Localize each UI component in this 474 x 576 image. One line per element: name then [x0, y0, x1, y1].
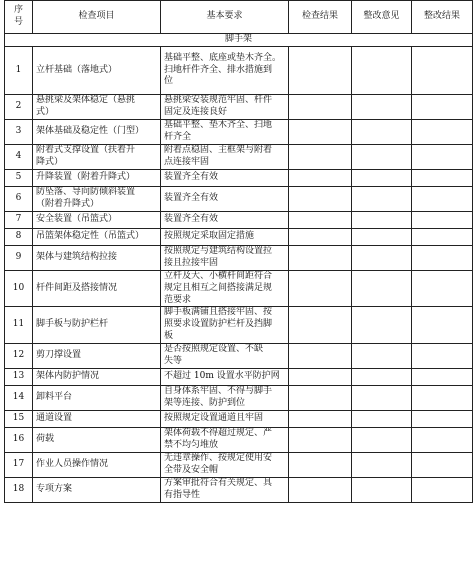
rectification-result-cell	[412, 385, 473, 410]
table-row	[5, 95, 473, 120]
check-result-cell	[289, 95, 352, 120]
rectification-opinion-cell	[352, 187, 412, 212]
rectification-result-cell	[412, 95, 473, 120]
rectification-result-cell	[412, 368, 473, 385]
basic-requirement: 自身体系牢固、不得与脚手 架等连接、防护到位	[161, 385, 289, 410]
basic-requirement: 按照规定采取固定措施	[161, 229, 289, 246]
table-row	[5, 170, 473, 187]
row-number: 16	[5, 427, 33, 452]
table-row	[5, 246, 473, 271]
check-result-cell	[289, 307, 352, 343]
rectification-result-cell	[412, 410, 473, 427]
inspection-table	[4, 0, 473, 503]
check-item: 安全装置（吊篮式）	[33, 212, 161, 229]
rectification-result-cell	[412, 271, 473, 307]
rectification-result-cell	[412, 212, 473, 229]
rectification-opinion-cell	[352, 477, 412, 502]
check-result-cell	[289, 246, 352, 271]
check-item: 卸料平台	[33, 385, 161, 410]
row-number: 14	[5, 385, 33, 410]
check-result-cell	[289, 385, 352, 410]
rectification-opinion-cell	[352, 307, 412, 343]
check-result-cell	[289, 368, 352, 385]
check-item: 悬挑梁及架体稳定（悬挑 式）	[33, 95, 161, 120]
rectification-opinion-cell	[352, 145, 412, 170]
basic-requirement: 基础平整、底座或垫木齐全。 扫地杆件齐全、排水措施到 位	[161, 47, 289, 95]
rectification-result-cell	[412, 307, 473, 343]
table-row	[5, 229, 473, 246]
check-item: 升降装置（附着升降式）	[33, 170, 161, 187]
row-number: 8	[5, 229, 33, 246]
row-number: 18	[5, 477, 33, 502]
section-title: 脚手架	[5, 34, 473, 47]
rectification-opinion-cell	[352, 427, 412, 452]
rectification-opinion-cell	[352, 47, 412, 95]
rectification-opinion-cell	[352, 246, 412, 271]
basic-requirement: 按照规定与建筑结构设置拉 接且拉接牢固	[161, 246, 289, 271]
basic-requirement: 装置齐全有效	[161, 187, 289, 212]
check-result-cell	[289, 145, 352, 170]
check-item: 吊篮架体稳定性（吊篮式）	[33, 229, 161, 246]
row-number: 5	[5, 170, 33, 187]
header-outcome: 整改结果	[412, 1, 473, 34]
check-result-cell	[289, 452, 352, 477]
check-item: 架体基础及稳定性（门型）	[33, 120, 161, 145]
table-row	[5, 477, 473, 502]
rectification-opinion-cell	[352, 229, 412, 246]
row-number: 3	[5, 120, 33, 145]
rectification-result-cell	[412, 452, 473, 477]
header-requirement: 基本要求	[161, 1, 289, 34]
rectification-result-cell	[412, 187, 473, 212]
header-row	[5, 1, 473, 34]
check-result-cell	[289, 120, 352, 145]
row-number: 1	[5, 47, 33, 95]
table-row	[5, 271, 473, 307]
basic-requirement: 是否按照规定设置、不缺 失等	[161, 343, 289, 368]
basic-requirement: 立杆及大、小横杆间距符合 规定且相互之间搭接满足规 范要求	[161, 271, 289, 307]
basic-requirement: 装置齐全有效	[161, 170, 289, 187]
row-number: 11	[5, 307, 33, 343]
check-result-cell	[289, 427, 352, 452]
check-item: 立杆基础（落地式）	[33, 47, 161, 95]
rectification-opinion-cell	[352, 170, 412, 187]
check-item: 通道设置	[33, 410, 161, 427]
table-row	[5, 410, 473, 427]
rectification-result-cell	[412, 246, 473, 271]
basic-requirement: 附着点稳固、主框架与附着 点连接牢固	[161, 145, 289, 170]
row-number: 12	[5, 343, 33, 368]
check-result-cell	[289, 477, 352, 502]
rectification-opinion-cell	[352, 368, 412, 385]
check-item: 剪刀撑设置	[33, 343, 161, 368]
header-opinion: 整改意见	[352, 1, 412, 34]
check-result-cell	[289, 187, 352, 212]
row-number: 17	[5, 452, 33, 477]
basic-requirement: 按照规定设置通道且牢固	[161, 410, 289, 427]
row-number: 4	[5, 145, 33, 170]
basic-requirement: 脚手板满铺且搭接牢固、按 照要求设置防护栏杆及挡脚 板	[161, 307, 289, 343]
row-number: 2	[5, 95, 33, 120]
rectification-result-cell	[412, 47, 473, 95]
header-no: 序 号	[5, 1, 33, 34]
table-row	[5, 145, 473, 170]
check-item: 架体与建筑结构拉接	[33, 246, 161, 271]
section-row	[5, 34, 473, 47]
basic-requirement: 无违章操作、按规定使用安 全带及安全帽	[161, 452, 289, 477]
check-item: 脚手板与防护栏杆	[33, 307, 161, 343]
check-result-cell	[289, 47, 352, 95]
check-item: 防坠落、导向防倾斜装置 （附着升降式）	[33, 187, 161, 212]
rectification-opinion-cell	[352, 410, 412, 427]
rectification-opinion-cell	[352, 95, 412, 120]
row-number: 13	[5, 368, 33, 385]
row-number: 7	[5, 212, 33, 229]
basic-requirement: 基础平整、垫木齐全、扫地 杆齐全	[161, 120, 289, 145]
rectification-opinion-cell	[352, 271, 412, 307]
check-result-cell	[289, 229, 352, 246]
check-item: 附着式支撑设置（扶着升 降式）	[33, 145, 161, 170]
basic-requirement: 装置齐全有效	[161, 212, 289, 229]
table-row	[5, 212, 473, 229]
table-row	[5, 427, 473, 452]
table-row	[5, 187, 473, 212]
check-item: 作业人员操作情况	[33, 452, 161, 477]
table-row	[5, 47, 473, 95]
header-item: 检查项目	[33, 1, 161, 34]
rectification-result-cell	[412, 170, 473, 187]
rectification-result-cell	[412, 343, 473, 368]
header-result: 检查结果	[289, 1, 352, 34]
check-result-cell	[289, 212, 352, 229]
row-number: 6	[5, 187, 33, 212]
rectification-result-cell	[412, 120, 473, 145]
basic-requirement: 悬挑梁安装规范牢固、杆件 固定及连接良好	[161, 95, 289, 120]
basic-requirement: 不超过 10m 设置水平防护网	[161, 368, 289, 385]
table-row	[5, 368, 473, 385]
rectification-result-cell	[412, 427, 473, 452]
rectification-result-cell	[412, 145, 473, 170]
check-result-cell	[289, 170, 352, 187]
rectification-opinion-cell	[352, 385, 412, 410]
rectification-opinion-cell	[352, 452, 412, 477]
rectification-result-cell	[412, 229, 473, 246]
check-item: 架体内防护情况	[33, 368, 161, 385]
row-number: 10	[5, 271, 33, 307]
table-row	[5, 343, 473, 368]
check-item: 荷载	[33, 427, 161, 452]
row-number: 15	[5, 410, 33, 427]
check-item: 杆件间距及搭接情况	[33, 271, 161, 307]
table-row	[5, 452, 473, 477]
check-item: 专项方案	[33, 477, 161, 502]
table-body	[5, 34, 473, 503]
table-row	[5, 385, 473, 410]
check-result-cell	[289, 343, 352, 368]
rectification-opinion-cell	[352, 212, 412, 229]
rectification-opinion-cell	[352, 120, 412, 145]
basic-requirement: 架体荷载不得超过规定、严 禁不均匀堆放	[161, 427, 289, 452]
rectification-opinion-cell	[352, 343, 412, 368]
row-number: 9	[5, 246, 33, 271]
check-result-cell	[289, 271, 352, 307]
check-result-cell	[289, 410, 352, 427]
basic-requirement: 方案审批符合有关规定、具 有指导性	[161, 477, 289, 502]
rectification-result-cell	[412, 477, 473, 502]
table-row	[5, 120, 473, 145]
table-row	[5, 307, 473, 343]
